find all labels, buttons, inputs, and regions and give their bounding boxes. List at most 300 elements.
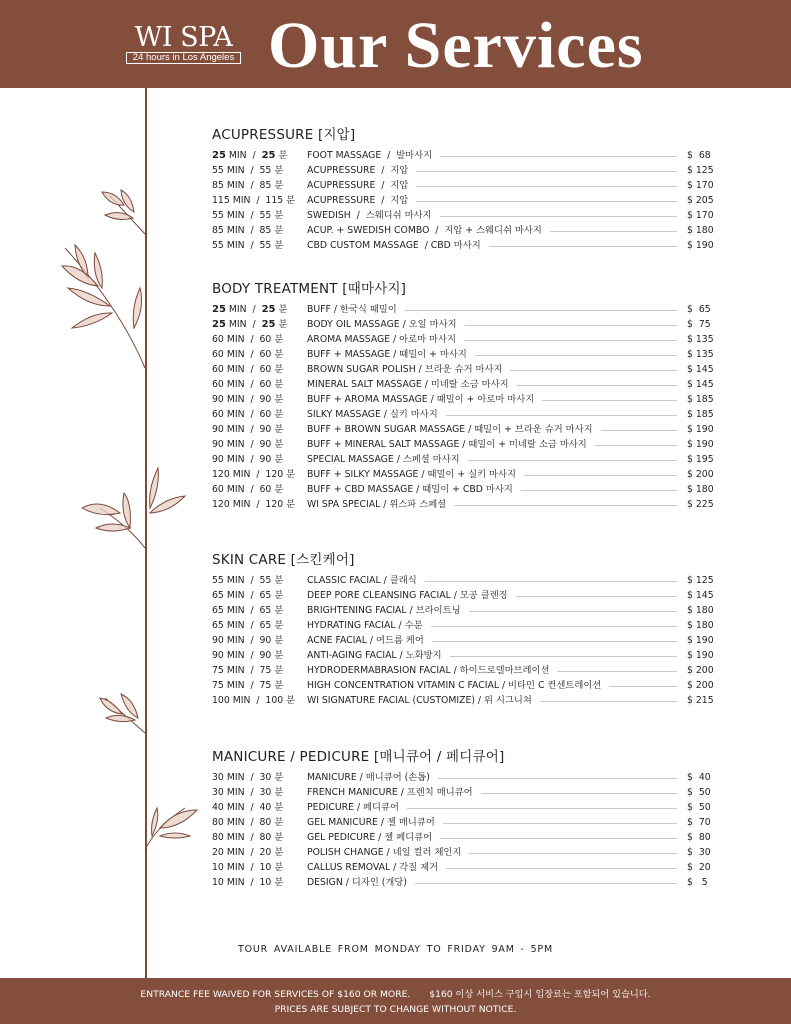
duration-minutes: 60 [212, 364, 224, 375]
service-row [212, 693, 715, 708]
service-price: $ 190 [687, 439, 714, 450]
service-row [212, 785, 715, 800]
min-label: MIN [226, 394, 245, 405]
service-name: BODY OIL MASSAGE / 오일 마사지 [307, 319, 457, 330]
section-title: BODY TREATMENT [때마사지] [212, 281, 407, 297]
service-price: $ 190 [687, 635, 714, 646]
bun-label: 분 [274, 590, 284, 601]
service-duration [212, 193, 307, 208]
service-row [212, 603, 715, 618]
leaf-cluster-icon [82, 468, 185, 548]
bun-label: 분 [274, 817, 284, 828]
dotted-leader-line [550, 231, 677, 232]
bun-label: 분 [278, 319, 288, 330]
service-duration [212, 208, 307, 223]
separator: / [250, 665, 254, 676]
service-price: $ 170 [687, 180, 714, 191]
service-duration [212, 437, 307, 452]
duration-minutes: 25 [212, 319, 226, 330]
service-name: POLISH CHANGE / 네일 컬러 체인지 [307, 847, 462, 858]
service-name: SWEDISH / 스웨디쉬 마사지 [307, 210, 432, 221]
bun-label: 분 [274, 877, 284, 888]
min-label: MIN [232, 499, 251, 510]
dotted-leader-line [465, 325, 677, 326]
min-label: MIN [226, 665, 245, 676]
service-duration [212, 347, 307, 362]
separator: / [250, 680, 254, 691]
service-price: $ 200 [687, 680, 714, 691]
duration-minutes: 120 [212, 469, 230, 480]
service-duration [212, 678, 307, 693]
service-duration [212, 452, 307, 467]
service-price: $ 50 [687, 802, 711, 813]
dotted-leader-line [440, 216, 677, 217]
min-label: MIN [226, 424, 245, 435]
service-name: BUFF + AROMA MASSAGE / 때밀이 + 아로마 마사지 [307, 394, 535, 405]
service-name: MANICURE / 매니큐어 (손톱) [307, 772, 430, 783]
service-price: $ 75 [687, 319, 711, 330]
duration-minutes: 90 [212, 394, 224, 405]
service-row [212, 845, 715, 860]
duration-bun: 85 [259, 180, 272, 191]
bun-label: 분 [274, 454, 284, 465]
service-name: GEL PEDICURE / 젤 페디큐어 [307, 832, 433, 843]
duration-bun: 55 [259, 165, 272, 176]
service-price: $ 180 [687, 605, 714, 616]
min-label: MIN [226, 379, 245, 390]
duration-bun: 90 [259, 394, 272, 405]
duration-bun: 55 [259, 575, 272, 586]
dotted-leader-line [601, 430, 677, 431]
duration-minutes: 100 [212, 695, 230, 706]
service-name: WI SPA SPECIAL / 위스파 스페셜 [307, 499, 447, 510]
service-row [212, 860, 715, 875]
service-name: BUFF + CBD MASSAGE / 때밀이 + CBD 마사지 [307, 484, 513, 495]
duration-bun: 25 [261, 304, 276, 315]
separator: / [250, 364, 254, 375]
service-duration [212, 238, 307, 253]
duration-bun: 120 [265, 499, 284, 510]
separator: / [250, 772, 254, 783]
duration-minutes: 30 [212, 772, 224, 783]
service-name: BROWN SUGAR POLISH / 브라운 슈거 마사지 [307, 364, 503, 375]
bun-label: 분 [274, 847, 284, 858]
bun-label: 분 [274, 605, 284, 616]
service-price: $ 125 [687, 575, 714, 586]
duration-bun: 60 [259, 379, 272, 390]
duration-minutes: 60 [212, 484, 224, 495]
entrance-fee-note-ko: $160 이상 서비스 구입시 입장료는 포함되어 있습니다. [429, 989, 651, 1000]
service-row [212, 452, 715, 467]
separator: / [250, 180, 254, 191]
service-name: BUFF / 한국식 때밀이 [307, 304, 397, 315]
service-row [212, 223, 715, 238]
service-name: CBD CUSTOM MASSAGE / CBD 마사지 [307, 240, 481, 251]
service-name: BRIGHTENING FACIAL / 브라이트닝 [307, 605, 461, 616]
service-name: FRENCH MANICURE / 프렌치 매니큐어 [307, 787, 473, 798]
min-label: MIN [226, 680, 245, 691]
bun-label: 분 [274, 409, 284, 420]
duration-bun: 10 [259, 862, 272, 873]
service-row [212, 467, 715, 482]
section-manicure-pedicure [212, 748, 715, 890]
dotted-leader-line [443, 823, 677, 824]
duration-bun: 80 [259, 832, 272, 843]
service-price: $ 30 [687, 847, 711, 858]
service-price: $ 145 [687, 364, 714, 375]
section-skin-care [212, 551, 715, 708]
service-price: $ 180 [687, 484, 714, 495]
min-label: MIN [226, 605, 245, 616]
dotted-leader-line [517, 385, 677, 386]
bun-label: 분 [274, 635, 284, 646]
service-duration [212, 815, 307, 830]
dotted-leader-line [446, 868, 677, 869]
bun-label: 분 [274, 165, 284, 176]
service-price: $ 190 [687, 240, 714, 251]
duration-minutes: 25 [212, 150, 226, 161]
service-name: DESIGN / 디자인 (개당) [307, 877, 407, 888]
dotted-leader-line [516, 596, 677, 597]
min-label: MIN [226, 817, 245, 828]
separator: / [256, 469, 260, 480]
dotted-leader-line [416, 201, 677, 202]
bun-label: 분 [274, 225, 284, 236]
min-label: MIN [226, 650, 245, 661]
service-name: ACUPRESSURE / 지압 [307, 180, 409, 191]
duration-minutes: 40 [212, 802, 224, 813]
bun-label: 분 [274, 210, 284, 221]
separator: / [250, 862, 254, 873]
service-duration [212, 633, 307, 648]
duration-minutes: 10 [212, 862, 224, 873]
service-duration [212, 467, 307, 482]
dotted-leader-line [510, 370, 677, 371]
service-price: $ 190 [687, 424, 714, 435]
duration-bun: 75 [259, 665, 272, 676]
service-name: FOOT MASSAGE / 발마사지 [307, 150, 433, 161]
service-price: $ 170 [687, 210, 714, 221]
duration-bun: 60 [259, 409, 272, 420]
service-row [212, 317, 715, 332]
bun-label: 분 [286, 469, 296, 480]
service-name: ACUPRESSURE / 지압 [307, 165, 409, 176]
service-name: HYDRODERMABRASION FACIAL / 하이드로델마브레이션 [307, 665, 550, 676]
duration-bun: 25 [261, 319, 276, 330]
dotted-leader-line [489, 246, 677, 247]
dotted-leader-line [440, 838, 677, 839]
duration-minutes: 80 [212, 817, 224, 828]
min-label: MIN [226, 620, 245, 631]
duration-minutes: 60 [212, 349, 224, 360]
bun-label: 분 [274, 180, 284, 191]
bun-label: 분 [274, 680, 284, 691]
duration-minutes: 30 [212, 787, 224, 798]
service-price: $ 135 [687, 349, 714, 360]
separator: / [250, 635, 254, 646]
dotted-leader-line [416, 171, 677, 172]
service-name: ANTI-AGING FACIAL / 노화방지 [307, 650, 442, 661]
min-label: MIN [226, 772, 245, 783]
duration-bun: 85 [259, 225, 272, 236]
separator: / [250, 787, 254, 798]
service-duration [212, 830, 307, 845]
min-label: MIN [226, 590, 245, 601]
min-label: MIN [226, 454, 245, 465]
duration-minutes: 65 [212, 605, 224, 616]
dotted-leader-line [431, 626, 677, 627]
duration-minutes: 120 [212, 499, 230, 510]
service-row [212, 437, 715, 452]
dotted-leader-line [542, 400, 677, 401]
min-label: MIN [226, 635, 245, 646]
dotted-leader-line [595, 445, 677, 446]
min-label: MIN [226, 210, 245, 221]
service-price: $ 145 [687, 590, 714, 601]
duration-bun: 75 [259, 680, 272, 691]
duration-minutes: 65 [212, 620, 224, 631]
min-label: MIN [226, 575, 245, 586]
min-label: MIN [226, 439, 245, 450]
dotted-leader-line [405, 310, 677, 311]
duration-minutes: 90 [212, 424, 224, 435]
service-duration [212, 860, 307, 875]
min-label: MIN [226, 240, 245, 251]
bun-label: 분 [274, 787, 284, 798]
service-row [212, 208, 715, 223]
bun-label: 분 [274, 832, 284, 843]
min-label: MIN [226, 225, 245, 236]
service-row [212, 178, 715, 193]
duration-minutes: 60 [212, 334, 224, 345]
service-duration [212, 770, 307, 785]
footer-line-1 [0, 987, 791, 1002]
service-name: ACUP. + SWEDISH COMBO / 지압 + 스웨디쉬 마사지 [307, 225, 542, 236]
leaf-branch-icon [62, 245, 145, 368]
separator: / [250, 620, 254, 631]
duration-minutes: 65 [212, 590, 224, 601]
service-name: ACNE FACIAL / 여드름 케어 [307, 635, 424, 646]
service-price: $ 40 [687, 772, 711, 783]
service-duration [212, 178, 307, 193]
dotted-leader-line [454, 505, 677, 506]
service-row [212, 163, 715, 178]
min-label: MIN [232, 695, 251, 706]
service-price: $ 70 [687, 817, 711, 828]
duration-minutes: 55 [212, 240, 224, 251]
service-row [212, 302, 715, 317]
service-row [212, 482, 715, 497]
leaf-branch-decoration [0, 88, 200, 978]
bun-label: 분 [274, 802, 284, 813]
bun-label: 분 [274, 665, 284, 676]
tour-availability-note: TOUR AVAILABLE FROM MONDAY TO FRIDAY 9AM - 5PM [238, 944, 553, 955]
duration-minutes: 90 [212, 439, 224, 450]
dotted-leader-line [446, 415, 677, 416]
service-duration [212, 362, 307, 377]
separator: / [250, 379, 254, 390]
service-duration [212, 800, 307, 815]
duration-bun: 55 [259, 210, 272, 221]
dotted-leader-line [469, 853, 677, 854]
service-row [212, 362, 715, 377]
service-price: $ 185 [687, 409, 714, 420]
duration-minutes: 90 [212, 650, 224, 661]
service-price: $ 185 [687, 394, 714, 405]
dotted-leader-line [524, 475, 677, 476]
bun-label: 분 [274, 650, 284, 661]
separator: / [250, 349, 254, 360]
section-title: MANICURE / PEDICURE [매니큐어 / 페디큐어] [212, 749, 505, 765]
service-duration [212, 377, 307, 392]
leaf-cluster-icon [100, 694, 145, 733]
bun-label: 분 [278, 304, 288, 315]
service-duration [212, 648, 307, 663]
service-row [212, 800, 715, 815]
separator: / [252, 150, 256, 161]
separator: / [252, 319, 256, 330]
service-name: HYDRATING FACIAL / 수분 [307, 620, 423, 631]
min-label: MIN [226, 165, 245, 176]
dotted-leader-line [540, 701, 677, 702]
min-label: MIN [226, 484, 245, 495]
service-name: AROMA MASSAGE / 아로마 마사지 [307, 334, 456, 345]
min-label: MIN [226, 877, 245, 888]
dotted-leader-line [469, 611, 677, 612]
min-label: MIN [228, 150, 247, 161]
service-row [212, 815, 715, 830]
duration-bun: 90 [259, 424, 272, 435]
service-duration [212, 875, 307, 890]
bun-label: 분 [274, 379, 284, 390]
duration-minutes: 75 [212, 665, 224, 676]
duration-bun: 60 [259, 334, 272, 345]
bun-label: 분 [274, 439, 284, 450]
service-price: $ 125 [687, 165, 714, 176]
duration-bun: 90 [259, 454, 272, 465]
service-price: $ 205 [687, 195, 714, 206]
service-row [212, 588, 715, 603]
min-label: MIN [226, 349, 245, 360]
service-duration [212, 223, 307, 238]
dotted-leader-line [609, 686, 677, 687]
service-name: CALLUS REMOVAL / 각질 제거 [307, 862, 439, 873]
separator: / [250, 605, 254, 616]
dotted-leader-line [416, 186, 677, 187]
min-label: MIN [232, 195, 251, 206]
section-body-treatment [212, 280, 715, 512]
separator: / [256, 695, 260, 706]
separator: / [250, 240, 254, 251]
service-row [212, 347, 715, 362]
duration-minutes: 60 [212, 409, 224, 420]
service-price: $ 68 [687, 150, 711, 161]
dotted-leader-line [440, 156, 677, 157]
service-duration [212, 148, 307, 163]
service-row [212, 875, 715, 890]
separator: / [250, 210, 254, 221]
service-duration [212, 482, 307, 497]
duration-minutes: 85 [212, 225, 224, 236]
service-duration [212, 302, 307, 317]
bun-label: 분 [274, 394, 284, 405]
service-row [212, 148, 715, 163]
service-row [212, 407, 715, 422]
service-row [212, 193, 715, 208]
service-price: $ 225 [687, 499, 714, 510]
service-price: $ 5 [687, 877, 708, 888]
bun-label: 분 [286, 195, 296, 206]
section-title: ACUPRESSURE [지압] [212, 127, 356, 143]
separator: / [250, 165, 254, 176]
duration-bun: 60 [259, 364, 272, 375]
service-price: $ 200 [687, 665, 714, 676]
duration-bun: 60 [259, 349, 272, 360]
service-price: $ 215 [687, 695, 714, 706]
bun-label: 분 [274, 240, 284, 251]
service-price: $ 80 [687, 832, 711, 843]
service-row [212, 497, 715, 512]
section-title: SKIN CARE [스킨케어] [212, 552, 355, 568]
duration-bun: 100 [265, 695, 284, 706]
separator: / [250, 439, 254, 450]
bun-label: 분 [274, 772, 284, 783]
bun-label: 분 [274, 484, 284, 495]
service-duration [212, 422, 307, 437]
service-duration [212, 317, 307, 332]
min-label: MIN [228, 319, 247, 330]
duration-minutes: 115 [212, 195, 230, 206]
service-name: PEDICURE / 페디큐어 [307, 802, 399, 813]
service-duration [212, 407, 307, 422]
separator: / [250, 590, 254, 601]
duration-bun: 40 [259, 802, 272, 813]
service-row [212, 377, 715, 392]
min-label: MIN [226, 862, 245, 873]
service-name: GEL MANICURE / 젤 매니큐어 [307, 817, 435, 828]
service-price: $ 65 [687, 304, 711, 315]
bun-label: 분 [278, 150, 288, 161]
duration-minutes: 55 [212, 165, 224, 176]
duration-bun: 60 [259, 484, 272, 495]
separator: / [256, 195, 260, 206]
service-name: SPECIAL MASSAGE / 스페셜 마사지 [307, 454, 460, 465]
dotted-leader-line [432, 641, 677, 642]
service-duration [212, 573, 307, 588]
service-name: CLASSIC FACIAL / 클래식 [307, 575, 417, 586]
min-label: MIN [228, 304, 247, 315]
duration-bun: 80 [259, 817, 272, 828]
service-duration [212, 588, 307, 603]
duration-minutes: 80 [212, 832, 224, 843]
service-price: $ 145 [687, 379, 714, 390]
service-name: ACUPRESSURE / 지압 [307, 195, 409, 206]
service-row [212, 648, 715, 663]
bun-label: 분 [274, 862, 284, 873]
duration-bun: 115 [265, 195, 284, 206]
price-change-notice: PRICES ARE SUBJECT TO CHANGE WITHOUT NOTICE. [274, 1004, 517, 1015]
separator: / [250, 575, 254, 586]
bun-label: 분 [274, 575, 284, 586]
duration-minutes: 10 [212, 877, 224, 888]
service-price: $ 50 [687, 787, 711, 798]
service-duration [212, 845, 307, 860]
dotted-leader-line [557, 671, 677, 672]
header-banner [0, 0, 791, 88]
duration-bun: 30 [259, 772, 272, 783]
service-name: SILKY MASSAGE / 실키 마사지 [307, 409, 438, 420]
service-row [212, 618, 715, 633]
